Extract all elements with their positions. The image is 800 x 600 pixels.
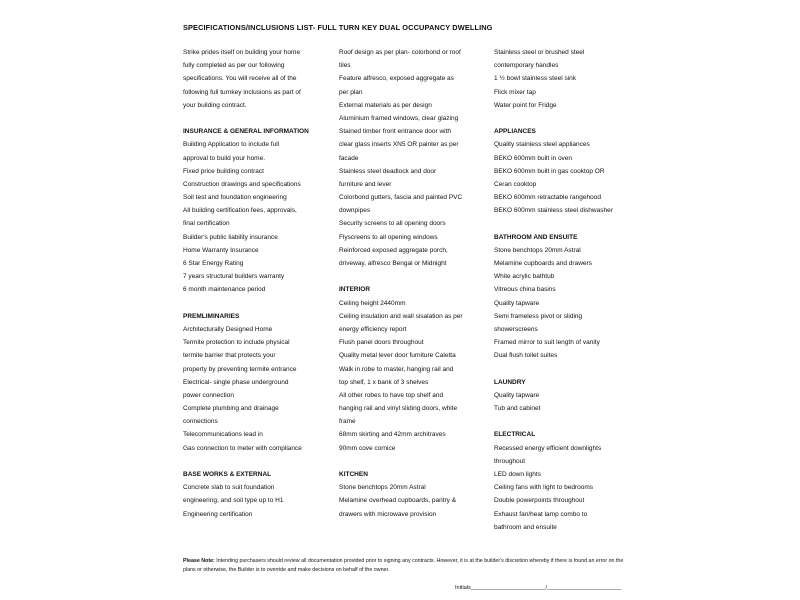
spec-line: Stone benchtops 20mm Astral	[494, 246, 581, 254]
spec-line: 6 Star Energy Rating	[183, 260, 244, 267]
spec-line: final certification	[183, 220, 230, 228]
spec-line: downpipes	[339, 207, 371, 215]
spec-line: Electrical- single phase underground	[183, 378, 289, 386]
spacer	[183, 455, 333, 468]
spec-line: Roof design as per plan- colorbond or roof	[339, 49, 461, 56]
spec-line: LED down lights	[494, 471, 541, 478]
spec-line: throughout	[494, 457, 526, 465]
spec-line: hanging rail and vinyl sliding doors, white	[339, 405, 458, 413]
spec-line: External materials as per design	[339, 101, 432, 109]
spec-line: Flyscreens to all opening windows	[339, 233, 438, 241]
spec-line: Construction drawings and specifications	[183, 180, 301, 188]
spec-line: Ceiling height 2440mm	[339, 299, 406, 307]
section-heading: PREMLIMINARIES	[183, 312, 240, 320]
spec-line: Complete plumbing and drainage	[183, 405, 279, 413]
section-heading: INSURANCE & GENERAL INFORMATION	[183, 128, 309, 136]
column-2	[339, 46, 489, 521]
spec-line: clear glass inserts XN5 OR painter as per	[339, 141, 459, 149]
spec-line: Walk in robe to master, hanging rail and	[339, 365, 454, 373]
spec-line: Strike prides itself on building your home	[183, 49, 301, 56]
spec-line: 1 ½ bowl stainless steel sink	[494, 75, 577, 83]
spec-line: Exhaust fan/heat lamp combo to	[494, 510, 588, 518]
section-heading: ELECTRICAL	[494, 431, 536, 439]
spec-line: your building contract.	[183, 101, 247, 109]
spacer	[183, 112, 333, 125]
spacer	[494, 217, 644, 230]
spec-line: per plan	[339, 88, 363, 96]
spec-line: Aluminium framed windows, clear glazing	[339, 114, 459, 122]
spec-line: top shelf, 1 x bank of 3 shelves	[339, 378, 429, 386]
section-heading: KITCHEN	[339, 471, 368, 478]
spec-line: Gas connection to meter with compliance	[183, 444, 302, 452]
spec-line: driveway, alfresco Bengal or Midnight	[339, 260, 447, 267]
spec-line: All other robes to have top shelf and	[339, 391, 444, 399]
footer-note	[183, 557, 633, 574]
section-heading: LAUNDRY	[494, 378, 526, 386]
spec-line: Dual flush toilet suites	[494, 352, 558, 360]
spec-line: BEKO 600mm retractable rangehood	[494, 194, 601, 202]
spec-line: Flush panel doors throughout	[339, 339, 424, 347]
spec-line: Colorbond gutters, fascia and painted PVC	[339, 194, 463, 202]
spec-line: Ceiling fans with light to bedrooms	[494, 484, 593, 492]
spec-line: fully completed as per our following	[183, 62, 285, 70]
spec-line: Ceran cooktop	[494, 180, 537, 188]
spacer	[183, 297, 333, 310]
spacer	[494, 363, 644, 376]
initials-line: Initials________________________/________________________	[455, 585, 622, 591]
section-heading: APPLIANCES	[494, 128, 536, 136]
spec-line: engineering, and soil type up to H1	[183, 497, 284, 505]
spec-line: facade	[339, 154, 359, 162]
column-3	[494, 46, 644, 534]
spec-line: Water point for Fridge	[494, 101, 557, 109]
spec-line: frame	[339, 418, 356, 426]
spec-line: Quality tapware	[494, 391, 540, 399]
spec-line: Semi frameless pivot or sliding	[494, 312, 583, 320]
section-heading: BASE WORKS & EXTERNAL	[183, 471, 272, 478]
section-heading: BATHROOM AND ENSUITE	[494, 233, 578, 241]
spec-line: bathroom and ensuite	[494, 523, 557, 531]
spec-line: Termite protection to include physical	[183, 339, 290, 347]
footer-note-text: Intending purchasers should review all documentation provided prior to signing any contracts. However, it is at the builder's discretion whereby if there is found an error on the plans or otherwise, the Builder is to override and make decisions on behalf of the owner.	[183, 558, 624, 573]
spec-line: Flick mixer tap	[494, 88, 536, 96]
spec-line: Concrete slab to suit foundation	[183, 484, 275, 492]
spec-line: Stainless steel or brushed steel	[494, 49, 585, 56]
spec-line: 90mm cove cornice	[339, 444, 396, 452]
footer-note-label: Please Note:	[183, 558, 215, 564]
spec-line: Vitreous china basins	[494, 286, 556, 294]
spec-line: Recessed energy efficient downlights	[494, 444, 602, 452]
spec-line: specifications. You will receive all of the	[183, 75, 297, 83]
spec-line: connections	[183, 418, 218, 426]
spacer	[339, 270, 489, 283]
spec-line: Tub and cabinet	[494, 405, 541, 413]
spec-line: approval to build your home.	[183, 154, 266, 162]
spec-line: 6 month maintenance period	[183, 286, 266, 294]
spec-line: tiles	[339, 62, 351, 70]
spec-line: Quality stainless steel appliances	[494, 141, 590, 149]
spacer	[494, 112, 644, 125]
spec-line: Stone benchtops 20mm Astral	[339, 484, 426, 492]
spec-line: termite barrier that protects your	[183, 352, 276, 360]
spec-line: drawers with microwave provision	[339, 510, 437, 518]
spec-line: Security screens to all opening doors	[339, 220, 446, 228]
spec-line: showerscreens	[494, 325, 538, 333]
spec-line: following full turnkey inclusions as part of	[183, 88, 301, 96]
spacer	[494, 415, 644, 428]
spec-line: Melamine cupboards and drawers	[494, 260, 592, 267]
spec-line: Building Application to include full	[183, 141, 280, 149]
spec-line: contemporary handles	[494, 62, 559, 70]
spec-line: White acrylic bathtub	[494, 273, 555, 281]
spec-line: energy efficiency report	[339, 325, 407, 333]
spec-line: Soil test and foundation engineering	[183, 194, 287, 202]
spec-line: Quality metal lever door furniture Caletta	[339, 352, 456, 360]
spec-line: 7 years structural builders warranty	[183, 273, 285, 281]
spacer	[339, 455, 489, 468]
spec-line: Builder's public liability insurance	[183, 233, 278, 241]
spec-line: Melamine overhead cupboards, pantry &	[339, 497, 457, 505]
spec-line: power connection	[183, 391, 234, 399]
section-heading: INTERIOR	[339, 286, 371, 294]
spec-line: furniture and lever	[339, 180, 392, 188]
spec-line: Stainless steel deadlock and door	[339, 167, 437, 175]
spec-line: All building certification fees, approvals,	[183, 207, 297, 215]
spec-line: Double powerpoints throughout	[494, 497, 585, 505]
spec-line: Architecturally Designed Home	[183, 325, 273, 333]
spec-line: Home Warranty Insurance	[183, 246, 259, 254]
spec-line: Engineering certification	[183, 510, 253, 518]
spec-line: BEKO 600mm stainless steel dishwasher	[494, 207, 613, 215]
spec-line: 68mm skirting and 42mm architraves	[339, 431, 446, 439]
spec-line: Fixed price building contract	[183, 167, 264, 175]
spec-line: BEKO 600mm built in oven	[494, 154, 573, 162]
spec-line: BEKO 600mm built in gas cooktop OR	[494, 167, 605, 175]
spec-line: Reinforced exposed aggregate porch,	[339, 246, 448, 254]
spec-line: Telecommunications lead in	[183, 431, 263, 439]
spec-line: Ceiling insulation and wall sisalation as per	[339, 312, 463, 320]
spec-line: Stained timber front entrance door with	[339, 128, 452, 136]
column-1	[183, 46, 333, 521]
spec-line: Framed mirror to suit length of vanity	[494, 339, 600, 347]
spec-line: Quality tapware	[494, 299, 540, 307]
spec-line: Feature alfresco, exposed aggregate as	[339, 75, 454, 83]
spec-line: property by preventing termite entrance	[183, 365, 297, 373]
document-title: SPECIFICATIONS/INCLUSIONS LIST- FULL TURN KEY DUAL OCCUPANCY DWELLING	[183, 23, 493, 32]
